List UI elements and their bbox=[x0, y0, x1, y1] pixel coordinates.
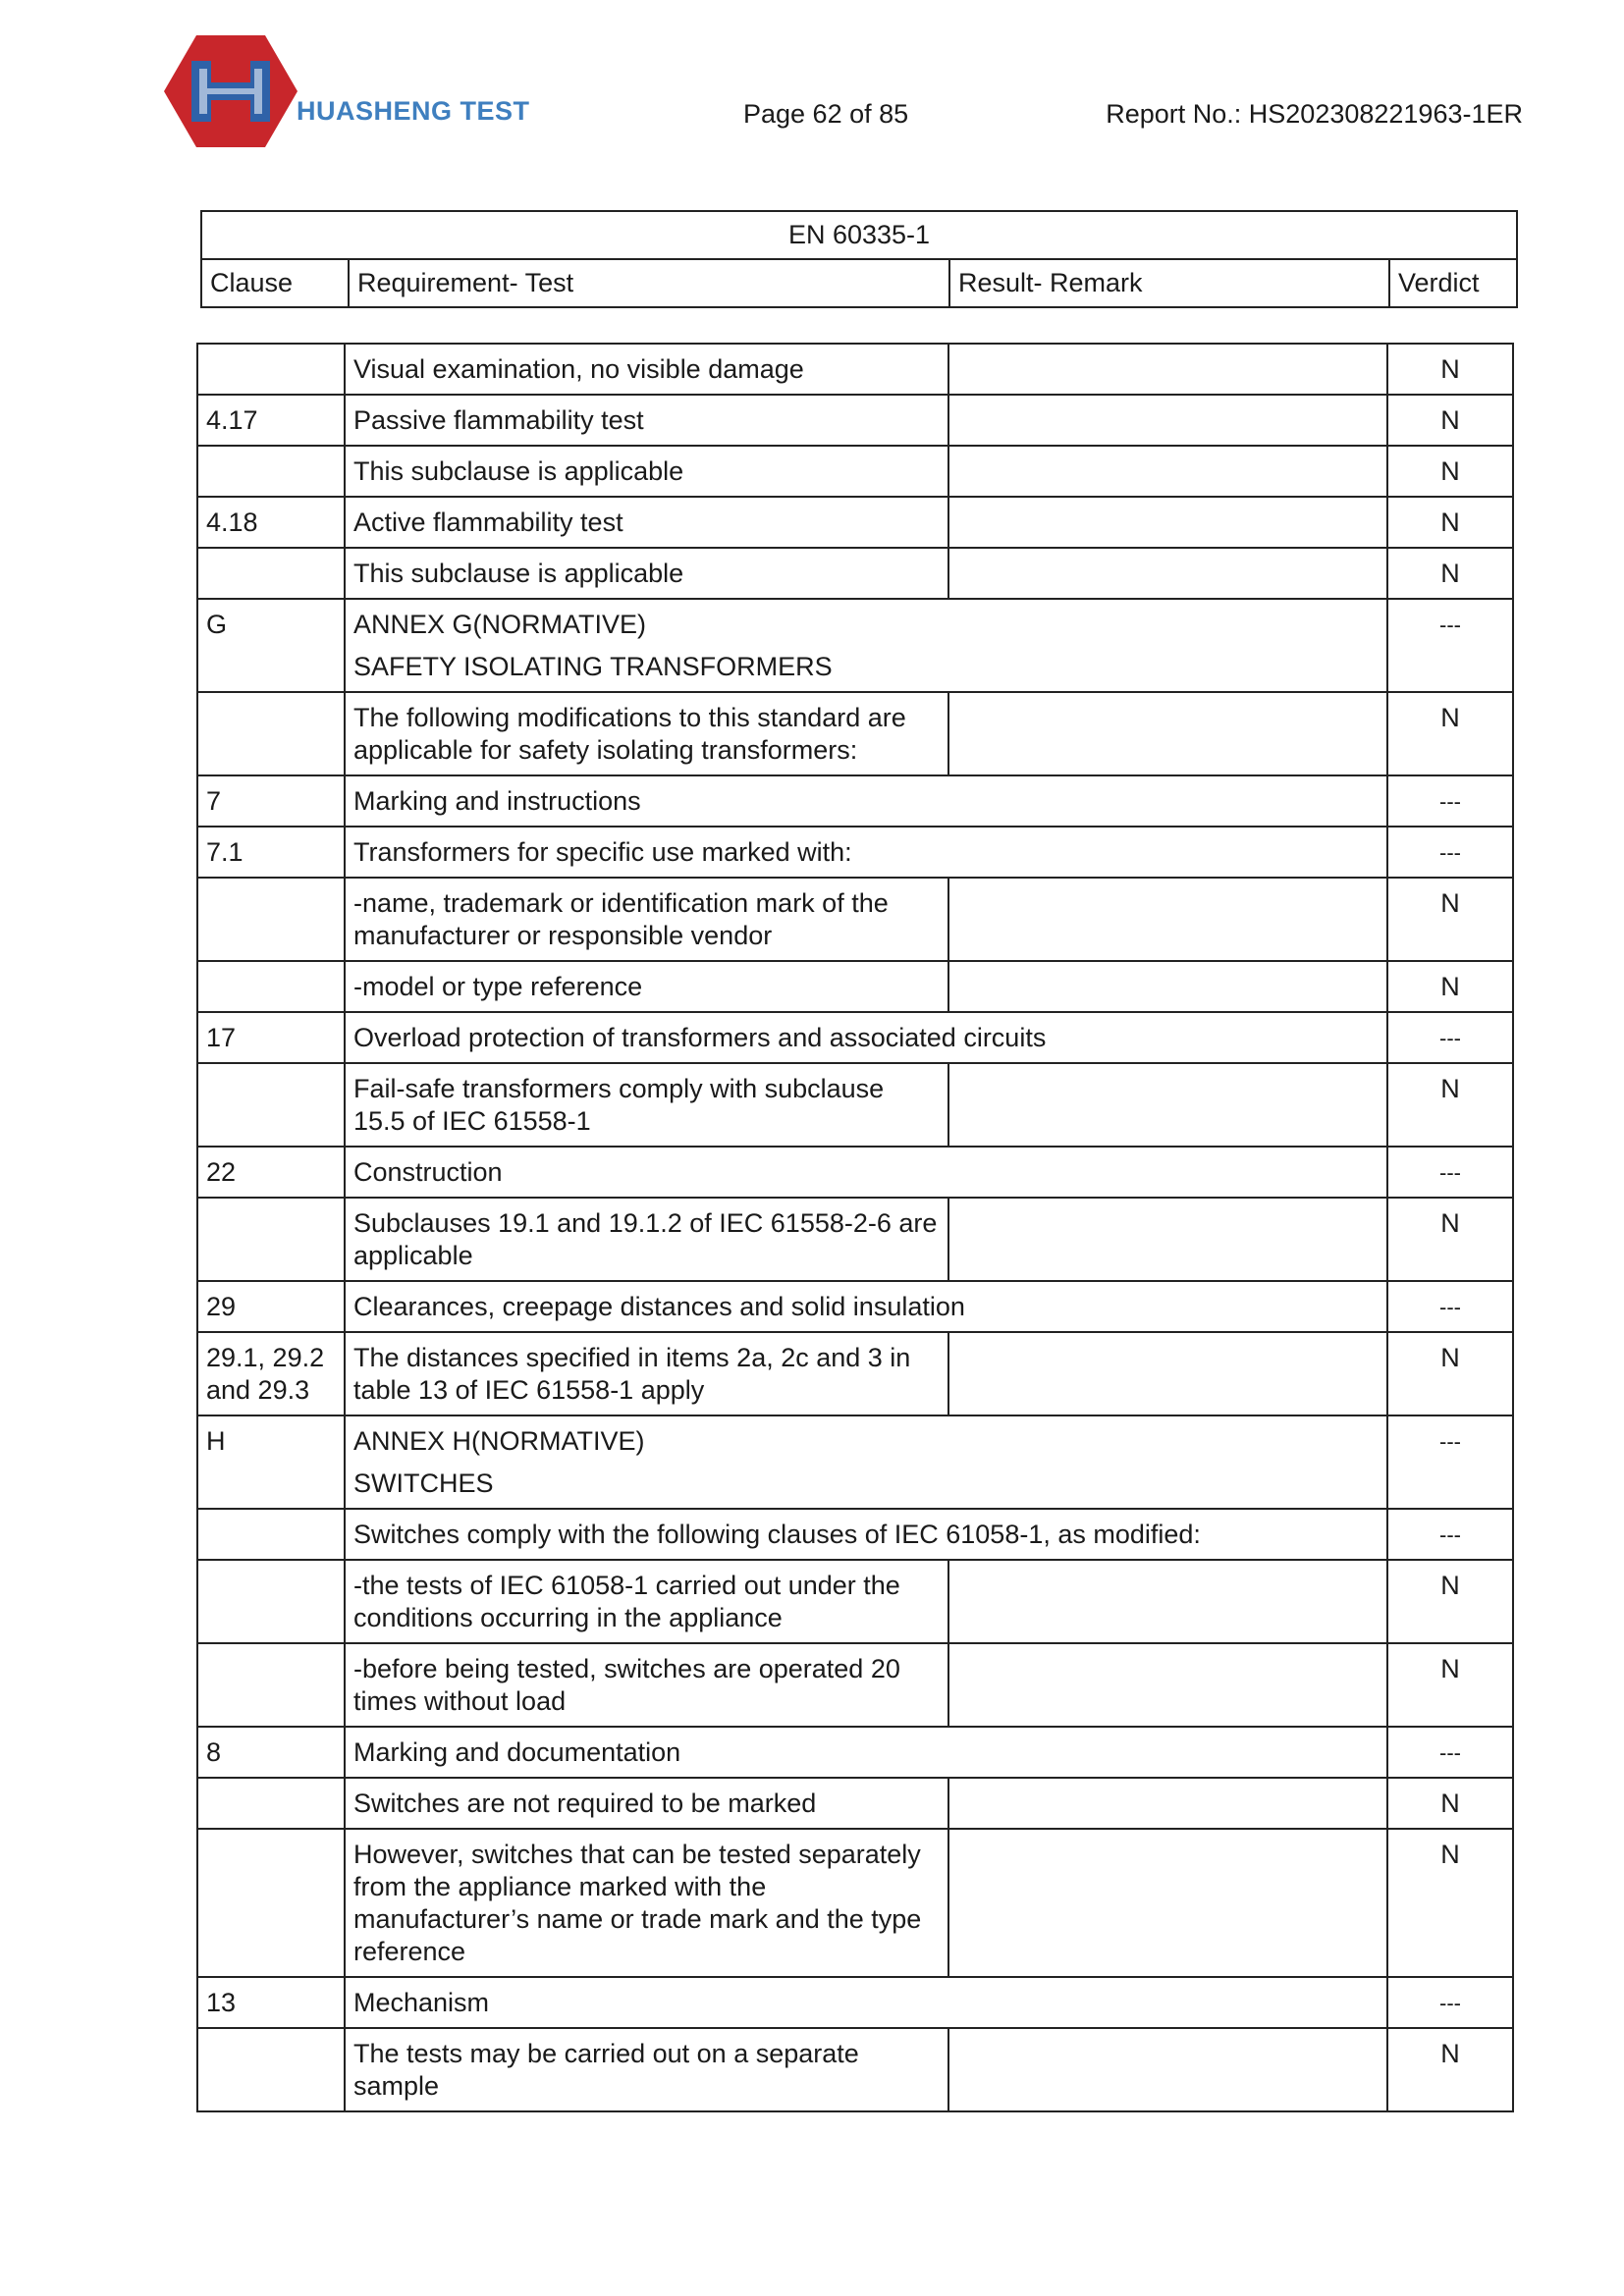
clause-cell bbox=[197, 2028, 345, 2111]
table-row bbox=[197, 2028, 1513, 2111]
table-row bbox=[197, 1415, 1513, 1509]
huasheng-hexagon-logo-icon bbox=[162, 31, 299, 151]
column-header-result: Result- Remark bbox=[949, 259, 1389, 307]
verdict-cell: --- bbox=[1387, 599, 1513, 692]
table-row bbox=[197, 878, 1513, 961]
table-row bbox=[197, 1332, 1513, 1415]
requirement-cell: This subclause is applicable bbox=[345, 446, 948, 497]
verdict-cell: N bbox=[1387, 1829, 1513, 1977]
verdict-cell: --- bbox=[1387, 1415, 1513, 1509]
clause-cell bbox=[197, 878, 345, 961]
verdict-cell: --- bbox=[1387, 1147, 1513, 1198]
clause-cell bbox=[197, 1509, 345, 1560]
clause-cell: 17 bbox=[197, 1012, 345, 1063]
requirement-cell: This subclause is applicable bbox=[345, 548, 948, 599]
page-number: Page 62 of 85 bbox=[743, 99, 909, 129]
verdict-cell: --- bbox=[1387, 775, 1513, 827]
requirement-cell: Mechanism bbox=[345, 1977, 1387, 2028]
result-cell bbox=[948, 548, 1387, 599]
requirement-cell: Switches are not required to be marked bbox=[345, 1778, 948, 1829]
clause-cell bbox=[197, 692, 345, 775]
table-row bbox=[197, 344, 1513, 395]
verdict-cell: N bbox=[1387, 1198, 1513, 1281]
verdict-cell: N bbox=[1387, 1643, 1513, 1727]
result-cell bbox=[948, 1829, 1387, 1977]
requirement-cell bbox=[345, 599, 1387, 692]
verdict-cell: N bbox=[1387, 446, 1513, 497]
table-row bbox=[197, 1778, 1513, 1829]
clause-cell bbox=[197, 1063, 345, 1147]
table-row bbox=[197, 1727, 1513, 1778]
result-cell bbox=[948, 1560, 1387, 1643]
requirement-cell bbox=[345, 1415, 1387, 1509]
clause-cell: 8 bbox=[197, 1727, 345, 1778]
verdict-cell: N bbox=[1387, 1332, 1513, 1415]
table-row bbox=[197, 827, 1513, 878]
requirement-cell: -the tests of IEC 61058-1 carried out under the conditions occurring in the appliance bbox=[345, 1560, 948, 1643]
result-cell bbox=[948, 1198, 1387, 1281]
page-header bbox=[0, 0, 1624, 196]
table-row bbox=[197, 775, 1513, 827]
verdict-cell: N bbox=[1387, 2028, 1513, 2111]
column-header-clause: Clause bbox=[201, 259, 349, 307]
verdict-cell: --- bbox=[1387, 827, 1513, 878]
verdict-cell: N bbox=[1387, 1778, 1513, 1829]
result-cell bbox=[948, 395, 1387, 446]
requirement-cell: Fail-safe transformers comply with subclause 15.5 of IEC 61558-1 bbox=[345, 1063, 948, 1147]
verdict-cell: --- bbox=[1387, 1012, 1513, 1063]
result-cell bbox=[948, 878, 1387, 961]
verdict-cell: N bbox=[1387, 878, 1513, 961]
verdict-cell: --- bbox=[1387, 1977, 1513, 2028]
table-row bbox=[197, 1281, 1513, 1332]
standard-title: EN 60335-1 bbox=[201, 211, 1517, 259]
result-cell bbox=[948, 1063, 1387, 1147]
requirement-cell: Visual examination, no visible damage bbox=[345, 344, 948, 395]
column-header-requirement: Requirement- Test bbox=[349, 259, 949, 307]
result-cell bbox=[948, 344, 1387, 395]
requirement-cell: Passive flammability test bbox=[345, 395, 948, 446]
requirement-cell: Clearances, creepage distances and solid insulation bbox=[345, 1281, 1387, 1332]
clause-cell: 4.18 bbox=[197, 497, 345, 548]
requirement-cell: Switches comply with the following clauses of IEC 61058-1, as modified: bbox=[345, 1509, 1387, 1560]
clause-cell bbox=[197, 446, 345, 497]
requirement-cell: Transformers for specific use marked with: bbox=[345, 827, 1387, 878]
clause-cell: 13 bbox=[197, 1977, 345, 2028]
clause-cell bbox=[197, 344, 345, 395]
result-cell bbox=[948, 497, 1387, 548]
verdict-cell: N bbox=[1387, 344, 1513, 395]
verdict-cell: N bbox=[1387, 961, 1513, 1012]
requirement-cell: The distances specified in items 2a, 2c and 3 in table 13 of IEC 61558-1 apply bbox=[345, 1332, 948, 1415]
standard-header-table bbox=[200, 210, 1518, 308]
requirement-cell: Overload protection of transformers and associated circuits bbox=[345, 1012, 1387, 1063]
test-results-table bbox=[196, 343, 1514, 2112]
clause-cell: 22 bbox=[197, 1147, 345, 1198]
clause-cell bbox=[197, 1643, 345, 1727]
table-row bbox=[197, 1977, 1513, 2028]
verdict-cell: N bbox=[1387, 1063, 1513, 1147]
table-row bbox=[197, 395, 1513, 446]
verdict-cell: N bbox=[1387, 1560, 1513, 1643]
clause-cell: 29.1, 29.2 and 29.3 bbox=[197, 1332, 345, 1415]
result-cell bbox=[948, 1778, 1387, 1829]
clause-cell bbox=[197, 1198, 345, 1281]
brand-name: HUASHENG TEST bbox=[297, 96, 530, 126]
requirement-cell: Subclauses 19.1 and 19.1.2 of IEC 61558-2-6 are applicable bbox=[345, 1198, 948, 1281]
table-row bbox=[197, 1509, 1513, 1560]
verdict-cell: --- bbox=[1387, 1509, 1513, 1560]
requirement-cell: The following modifications to this standard are applicable for safety isolating transformers: bbox=[345, 692, 948, 775]
clause-cell bbox=[197, 1560, 345, 1643]
table-row bbox=[197, 1063, 1513, 1147]
clause-cell: 4.17 bbox=[197, 395, 345, 446]
table-row bbox=[197, 1643, 1513, 1727]
table-row bbox=[197, 548, 1513, 599]
clause-cell bbox=[197, 961, 345, 1012]
clause-cell: G bbox=[197, 599, 345, 692]
clause-cell: H bbox=[197, 1415, 345, 1509]
result-cell bbox=[948, 1643, 1387, 1727]
table-row bbox=[197, 961, 1513, 1012]
requirement-cell: -model or type reference bbox=[345, 961, 948, 1012]
verdict-cell: --- bbox=[1387, 1281, 1513, 1332]
table-row bbox=[197, 599, 1513, 692]
annex-title: ANNEX H(NORMATIVE) bbox=[353, 1426, 645, 1456]
requirement-cell: Construction bbox=[345, 1147, 1387, 1198]
clause-cell: 7 bbox=[197, 775, 345, 827]
table-row bbox=[197, 446, 1513, 497]
result-cell bbox=[948, 692, 1387, 775]
requirement-cell: -name, trademark or identification mark of the manufacturer or responsible vendor bbox=[345, 878, 948, 961]
requirement-cell: The tests may be carried out on a separate sample bbox=[345, 2028, 948, 2111]
clause-cell bbox=[197, 548, 345, 599]
verdict-cell: --- bbox=[1387, 1727, 1513, 1778]
result-cell bbox=[948, 1332, 1387, 1415]
verdict-cell: N bbox=[1387, 692, 1513, 775]
verdict-cell: N bbox=[1387, 497, 1513, 548]
table-row bbox=[197, 1147, 1513, 1198]
verdict-cell: N bbox=[1387, 548, 1513, 599]
requirement-cell: Active flammability test bbox=[345, 497, 948, 548]
table-row bbox=[197, 1829, 1513, 1977]
table-row bbox=[197, 1560, 1513, 1643]
clause-cell bbox=[197, 1778, 345, 1829]
clause-cell bbox=[197, 1829, 345, 1977]
column-header-verdict: Verdict bbox=[1389, 259, 1517, 307]
requirement-cell: However, switches that can be tested separately from the appliance marked with the manufacturer’s name or trade mark and the type reference bbox=[345, 1829, 948, 1977]
requirement-cell: Marking and instructions bbox=[345, 775, 1387, 827]
table-row bbox=[197, 692, 1513, 775]
table-row bbox=[197, 1198, 1513, 1281]
result-cell bbox=[948, 961, 1387, 1012]
annex-subtitle: SAFETY ISOLATING TRANSFORMERS bbox=[353, 652, 833, 681]
table-row bbox=[197, 1012, 1513, 1063]
verdict-cell: N bbox=[1387, 395, 1513, 446]
requirement-cell: Marking and documentation bbox=[345, 1727, 1387, 1778]
clause-cell: 29 bbox=[197, 1281, 345, 1332]
table-row bbox=[197, 497, 1513, 548]
clause-cell: 7.1 bbox=[197, 827, 345, 878]
annex-title: ANNEX G(NORMATIVE) bbox=[353, 610, 647, 639]
annex-subtitle: SWITCHES bbox=[353, 1468, 494, 1498]
report-number: Report No.: HS202308221963-1ER bbox=[1106, 99, 1523, 129]
requirement-cell: -before being tested, switches are operated 20 times without load bbox=[345, 1643, 948, 1727]
result-cell bbox=[948, 2028, 1387, 2111]
result-cell bbox=[948, 446, 1387, 497]
